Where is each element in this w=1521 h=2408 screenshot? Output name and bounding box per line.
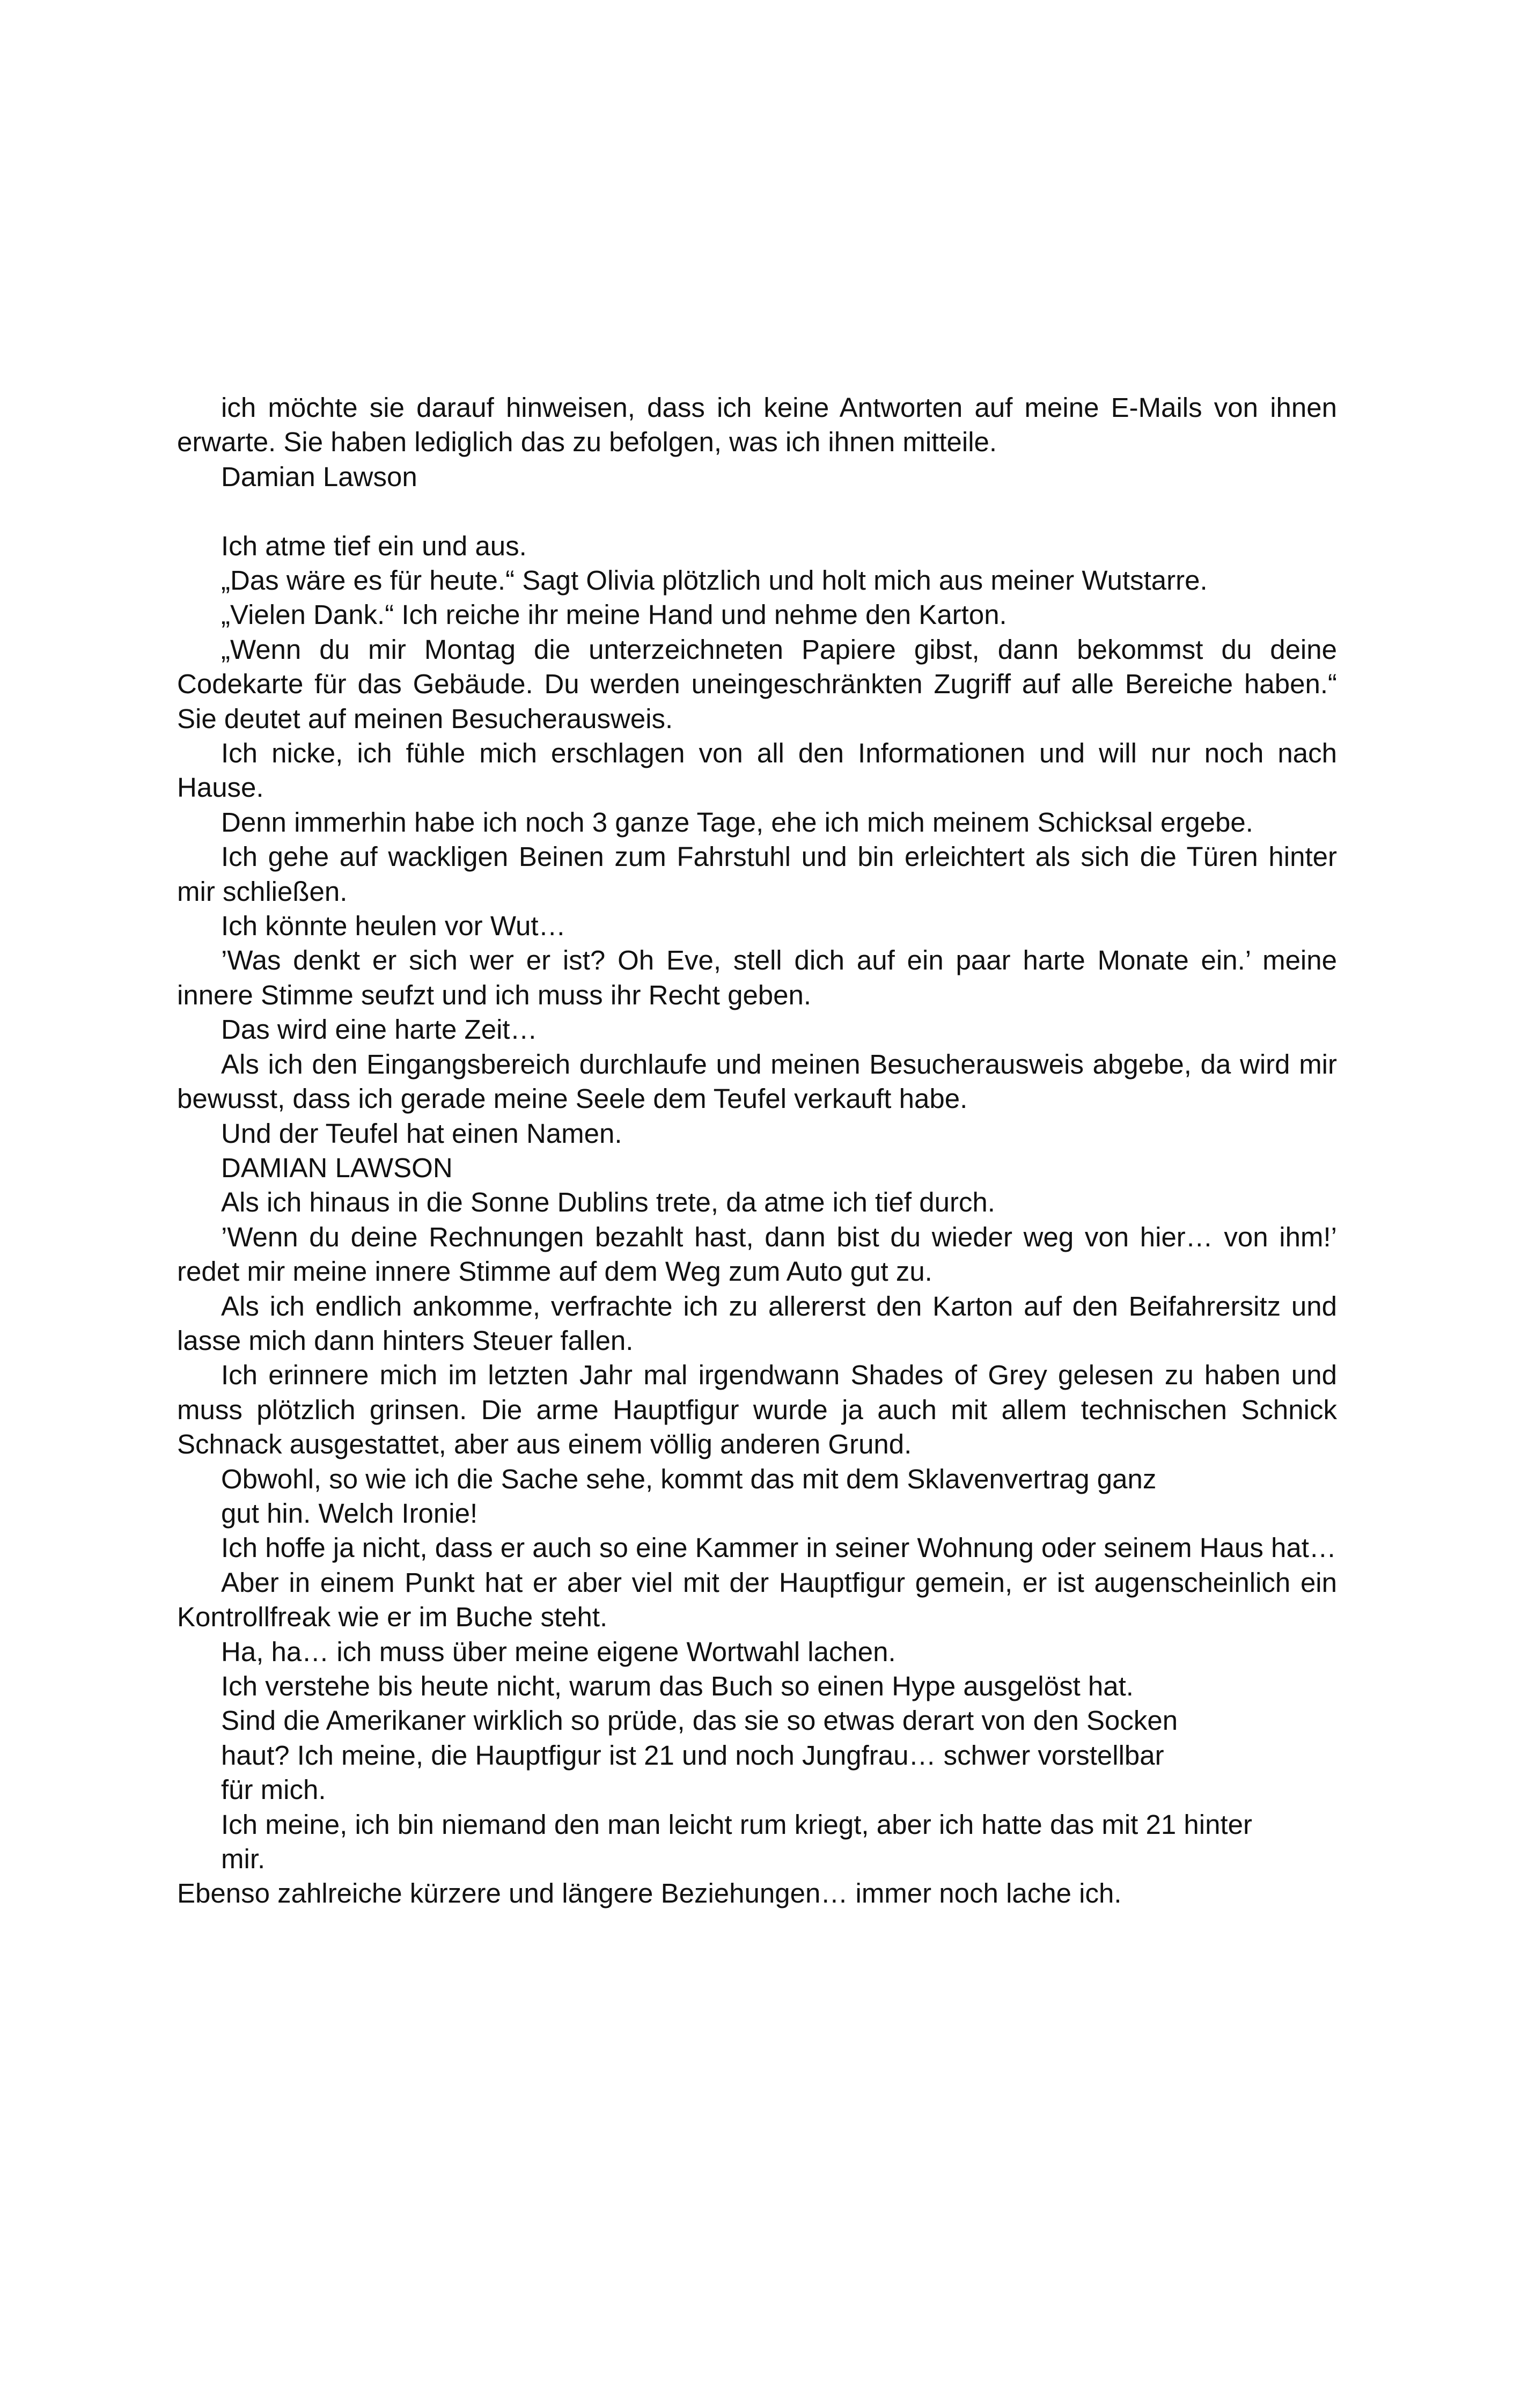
paragraph-continuation: haut? Ich meine, die Hauptfigur ist 21 und noch Jungfrau… schwer vorstellbar bbox=[221, 1739, 1164, 1771]
paragraph: Ich gehe auf wackligen Beinen zum Fahrstuhl und bin erleichtert als sich die Türen hinter mir schließen. bbox=[177, 841, 1337, 907]
paragraph: Das wird eine harte Zeit… bbox=[221, 1014, 538, 1045]
paragraph: Und der Teufel hat einen Namen. bbox=[221, 1118, 622, 1149]
paragraph: „Vielen Dank.“ Ich reiche ihr meine Hand und nehme den Karton. bbox=[221, 599, 1007, 630]
paragraph: Ha, ha… ich muss über meine eigene Wortwahl lachen. bbox=[221, 1636, 896, 1667]
paragraph: Obwohl, so wie ich die Sache sehe, kommt das mit dem Sklavenvertrag ganz bbox=[221, 1463, 1157, 1494]
paragraph: ich möchte sie darauf hinweisen, dass ich keine Antworten auf meine E-Mails von ihnen erwarte. Sie haben lediglich das zu befolgen, was ich ihnen mitteile. bbox=[177, 392, 1337, 458]
paragraph: Aber in einem Punkt hat er aber viel mit der Hauptfigur gemein, er ist augenscheinlich ein Kontrollfreak wie er im Buche steht. bbox=[177, 1567, 1337, 1633]
paragraph: Ich erinnere mich im letzten Jahr mal irgendwann Shades of Grey gelesen zu haben und muss plötzlich grinsen. Die arme Hauptfigur wurde ja auch mit allem technischen Schnick Schnack ausgestattet, aber aus einem völlig anderen Grund. bbox=[177, 1360, 1337, 1460]
paragraph: Ich meine, ich bin niemand den man leicht rum kriegt, aber ich hatte das mit 21 hinter bbox=[221, 1809, 1252, 1840]
paragraph: Ich atme tief ein und aus. bbox=[221, 530, 527, 561]
paragraph: Als ich den Eingangsbereich durchlaufe und meinen Besucherausweis abgebe, da wird mir bewusst, dass ich gerade meine Seele dem Teufel verkauft habe. bbox=[177, 1048, 1337, 1114]
paragraph: Ich verstehe bis heute nicht, warum das Buch so einen Hype ausgelöst hat. bbox=[221, 1671, 1134, 1702]
signature-line: Damian Lawson bbox=[221, 461, 417, 492]
paragraph: ’Was denkt er sich wer er ist? Oh Eve, stell dich auf ein paar harte Monate ein.’ meine innere Stimme seufzt und ich muss ihr Recht geben. bbox=[177, 945, 1337, 1010]
paragraph: Ich könnte heulen vor Wut… bbox=[221, 911, 566, 942]
paragraph: Als ich endlich ankomme, verfrachte ich zu allererst den Karton auf den Beifahrersitz und lasse mich dann hinters Steuer fallen. bbox=[177, 1290, 1337, 1356]
paragraph: ’Wenn du deine Rechnungen bezahlt hast, dann bist du wieder weg von hier… von ihm!’ redet mir meine innere Stimme auf dem Weg zum Auto gut zu. bbox=[177, 1221, 1337, 1287]
paragraph: „Das wäre es für heute.“ Sagt Olivia plötzlich und holt mich aus meiner Wutstarre. bbox=[221, 565, 1208, 596]
paragraph: „Wenn du mir Montag die unterzeichneten Papiere gibst, dann bekommst du deine Codekarte für das Gebäude. Du werden uneingeschränkten Zugriff auf alle Bereiche haben.“ Sie deutet auf meinen Besucherausweis. bbox=[177, 634, 1337, 734]
blank-line bbox=[177, 494, 1337, 528]
paragraph: DAMIAN LAWSON bbox=[221, 1152, 453, 1183]
paragraph-continuation: für mich. bbox=[221, 1774, 326, 1805]
paragraph: Denn immerhin habe ich noch 3 ganze Tage, ehe ich mich meinem Schicksal ergebe. bbox=[221, 806, 1253, 838]
paragraph-continuation: gut hin. Welch Ironie! bbox=[221, 1497, 478, 1529]
paragraph-continuation: mir. bbox=[221, 1844, 266, 1875]
paragraph: Ich nicke, ich fühle mich erschlagen von all den Informationen und will nur noch nach Hause. bbox=[177, 738, 1337, 803]
paragraph: Ich hoffe ja nicht, dass er auch so eine Kammer in seiner Wohnung oder seinem Haus hat… bbox=[221, 1532, 1336, 1563]
paragraph: Sind die Amerikaner wirklich so prüde, das sie so etwas derart von den Socken bbox=[221, 1705, 1178, 1736]
paragraph: Ebenso zahlreiche kürzere und längere Beziehungen… immer noch lache ich. bbox=[177, 1878, 1122, 1909]
page-text-block bbox=[177, 391, 1337, 1911]
paragraph: Als ich hinaus in die Sonne Dublins trete, da atme ich tief durch. bbox=[221, 1187, 995, 1218]
